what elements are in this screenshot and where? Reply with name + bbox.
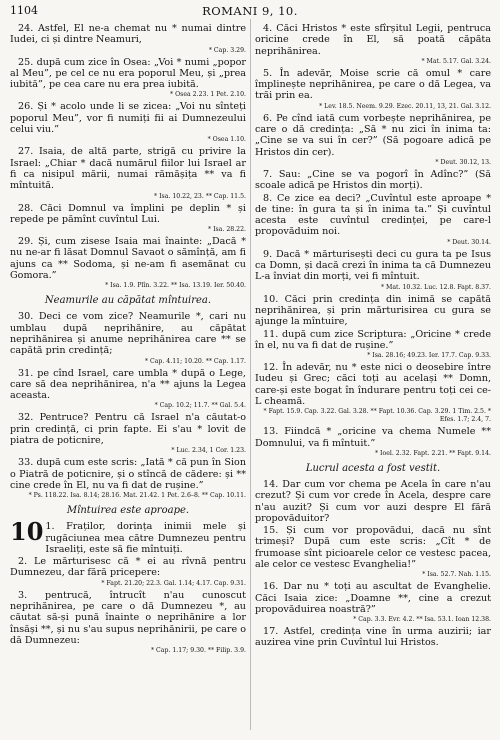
- reference-10-13: * Ioel. 2.32. Fapt. 2.21. ** Fapt. 9.14.: [374, 449, 491, 457]
- chapter-start: [10, 517, 246, 556]
- verse-10-15: 15. Și cum vor propovădui, dacă nu sînt trimeși? După cum este scris: „Cît * de frumoase sînt picioarele celor ce vestesc pacea, ale celor ce vestesc Evanghelia!”: [255, 525, 491, 570]
- section-heading: Mîntuirea este aproape.: [66, 505, 190, 517]
- reference-9-33: * Ps. 118.22. Isa. 8.14; 28.16. Mat. 21.42. 1 Pet. 2.6–8. ** Cap. 10.11.: [28, 492, 246, 500]
- running-title: ROMANI 9, 10.: [202, 4, 298, 18]
- reference-9-26: * Osea 1.10.: [207, 136, 246, 144]
- right-column: [255, 23, 491, 657]
- reference-9-27: * Isa. 10.22, 23. ** Cap. 11.5.: [154, 192, 246, 200]
- reference-10-2: * Fapt. 21.20; 22.3. Gal. 1.14; 4.17. Cap. 9.31.: [101, 579, 246, 587]
- reference-9-32: * Luc. 2.34, 1 Cor. 1.23.: [171, 447, 246, 455]
- verse-10-1: 1. Fraților, dorința inimii mele și rugăciunea mea către Dumnezeu pentru Israeliți, este să fie mîntuiți.: [45, 521, 246, 555]
- verse-9-26: 26. Și * acolo unde li se zicea: „Voi nu sînteți poporul Meu”, vor fi numiți fii ai Dumnezeului celui viu.”: [10, 101, 246, 136]
- verse-10-6: 6. Pe cînd iată cum vorbește neprihănirea, pe care o dă credința: „Să * nu zici în inima ta: „Cine se va sui în cer?” (Să pogoare adică pe Hristos din cer).: [255, 112, 491, 158]
- verse-10-14: 14. Dar cum vor chema pe Acela în care n'au crezut? Și cum vor crede în Acela, despre care n'au auzit? Și cum vor auzi despre El fără propovăduitor?: [255, 478, 491, 524]
- reference-9-29: * Isa. 1.9. Plîn. 3.22. ** Isa. 13.19. Ier. 50.40.: [105, 282, 246, 290]
- reference-10-11: * Isa. 28.16; 49.23. Ier. 17.7. Cap. 9.33.: [367, 352, 491, 360]
- reference-10-8: * Deut. 30.14.: [447, 238, 491, 246]
- reference-10-16: * Cap. 3.3. Evr. 4.2. ** Isa. 53.1. Ioan 12.38.: [353, 616, 491, 624]
- reference-10-15: * Isa. 52.7. Nah. 1.15.: [422, 571, 491, 579]
- section-heading: Lucrul acesta a fost vestit.: [305, 462, 441, 474]
- verse-9-33: 33. după cum este scris: „Iată * că pun în Sion o Piatră de poticnire, și o stîncă de cădere: și ** cine crede în El, nu va fi dat de rușine.”: [10, 457, 246, 491]
- verse-10-10: 10. Căci prin credința din inimă se capătă neprihănirea, și prin mărturisirea cu gura se ajunge la mîntuire,: [255, 293, 491, 328]
- verse-10-4: 4. Căci Hristos * este sfîrșitul Legii, pentruca oricine crede în El, să poată căpăta neprihănirea.: [255, 23, 491, 57]
- verse-10-5: 5. În adevăr, Moise scrie că omul * care împlinește neprihănirea, pe care o dă Legea, va trăi prin ea.: [255, 67, 491, 102]
- verse-9-27: 27. Isaia, de altă parte, strigă cu privire la Israel: „Chiar * dacă numărul fiilor lui Israel ar fi ca nisipul mării, numai rămășița ** va fi mîntuită.: [10, 146, 246, 192]
- section-heading: Neamurile au căpătat mîntuirea.: [44, 295, 212, 307]
- verse-10-7: 7. Sau: „Cine se va pogorî în Adînc?” (Să scoale adică pe Hristos din morți).: [255, 168, 491, 192]
- verse-9-28: 28. Căci Domnul va împlini pe deplin * și repede pe pămînt cuvîntul Lui.: [10, 202, 246, 225]
- verse-10-3: 3. pentrucă, întrucît n'au cunoscut neprihănirea, pe care o dă Dumnezeu *, au căutat să-și pună înainte o neprihănire a lor însăși **, și nu s'au supus neprihănirii, pe care o dă Dumnezeu:: [10, 589, 246, 646]
- verse-9-29: 29. Și, cum zisese Isaia mai înainte: „Dacă * nu ne-ar fi lăsat Domnul Savaot o sămînță, am fi ajuns ca ** Sodoma, și ne-am fi asemănat cu Gomora.”: [10, 236, 246, 282]
- page-number: 1104: [10, 4, 38, 17]
- left-column: [10, 23, 248, 657]
- verse-9-24: 24. Astfel, El ne-a chemat nu * numai dintre Iudei, ci și dintre Neamuri,: [10, 23, 246, 46]
- reference-10-9: * Mat. 10.32. Luc. 12.8. Fapt. 8.37.: [380, 283, 491, 291]
- reference-10-6: * Deut. 30.12, 13.: [435, 158, 491, 166]
- reference-9-30: * Cap. 4.11; 10.20. ** Cap. 1.17.: [144, 357, 246, 365]
- reference-10-5: * Lev. 18.5. Neem. 9.29. Ezec. 20.11, 13, 21. Gal. 3.12.: [319, 102, 491, 110]
- verse-10-2: 2. Le mărturisesc că * ei au rîvnă pentru Dumnezeu, dar fără pricepere:: [10, 556, 246, 579]
- chapter-number: 10: [10, 517, 44, 547]
- reference-9-31: * Cap. 10.2; 11.7. ** Gal. 5.4.: [154, 402, 246, 410]
- verse-10-16: 16. Dar nu * toți au ascultat de Evanghelie. Căci Isaia zice: „Doamne **, cine a crezut propovăduirea noastră?”: [255, 581, 491, 615]
- verse-10-11: 11. după cum zice Scriptura: „Oricine * crede în el, nu va fi dat de rușine.”: [255, 328, 491, 351]
- reference-9-25: * Osea 2.23. 1 Pet. 2.10.: [170, 91, 246, 99]
- verse-10-13: 13. Fiindcă * „oricine va chema Numele ** Domnului, va fi mîntuit.”: [255, 426, 491, 449]
- page-header: [10, 4, 491, 19]
- verse-9-25: 25. după cum zice în Osea: „Voi * numi „popor al Meu”, pe cel ce nu era poporul Meu, și „prea iubită”, pe cea care nu era prea iubită.: [10, 56, 246, 91]
- reference-10-4: * Mat. 5.17. Gal. 3.24.: [421, 57, 491, 65]
- reference-9-28: * Isa. 28.22.: [208, 226, 246, 234]
- reference-9-24: * Cap. 3.29.: [208, 46, 246, 54]
- verse-10-8: 8. Ce zice ea deci? „Cuvîntul este aproape * de tine: în gura ta și în inima ta.” Și cuvîntul acesta este cuvîntul credinței, pe care-l propovăduim noi.: [255, 192, 491, 238]
- verse-9-30: 30. Deci ce vom zice? Neamurile *, cari nu umblau după neprihănire, au căpătat neprihănirea și anume neprihănirea care ** se capătă prin credință;: [10, 311, 246, 357]
- verse-10-9: 9. Dacă * mărturisești deci cu gura ta pe Isus ca Domn, și dacă crezi în inima ta că Dumnezeu L-a înviat din morți, vei fi mîntuit.: [255, 248, 491, 283]
- reference-10-3: * Cap. 1.17; 9.30. ** Filip. 3.9.: [150, 647, 246, 655]
- verse-10-17: 17. Astfel, credința vine în urma auzirii; iar auzirea vine prin Cuvîntul lui Hristos.: [255, 626, 491, 649]
- verse-10-12: 12. În adevăr, nu * este nici o deosebire între Iudeu și Grec; căci toți au același ** Domn, care-și este bogat în îndurare pentru toți cei ce-L cheamă.: [255, 362, 491, 408]
- column-divider: [250, 19, 251, 730]
- reference-10-12: * Fapt. 15.9. Cap. 3.22. Gal. 3.28. ** Fapt. 10.36. Cap. 3.29. 1 Tim. 2.5. * Efes. 1.7; 2.4, 7.: [263, 408, 491, 424]
- verse-9-31: 31. pe cînd Israel, care umbla * după o Lege, care să dea neprihănirea, n'a ** ajuns la Legea aceasta.: [10, 367, 246, 402]
- verse-9-32: 32. Pentruce? Pentru că Israel n'a căutat-o prin credință, ci prin fapte. Ei s'au * lovit de piatra de poticnire,: [10, 412, 246, 447]
